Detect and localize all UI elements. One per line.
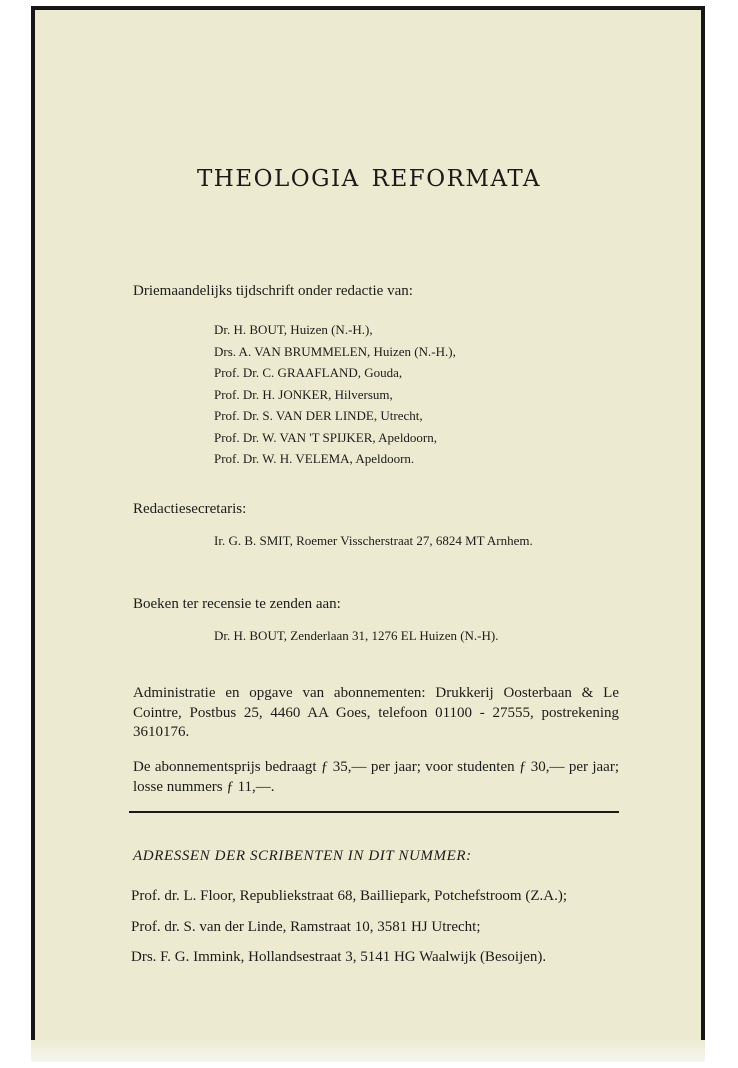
editor-item: Drs. A. VAN BRUMMELEN, Huizen (N.-H.), xyxy=(214,343,456,359)
secretary-address: Ir. G. B. SMIT, Roemer Visscherstraat 27, 6824 MT Arnhem. xyxy=(214,533,533,548)
administration-text: Administratie en opgave van abonnementen: Drukkerij Oosterbaan & Le Cointre, Postbus 25, 4460 AA Goes, telefoon 01100 - 27555, postrekening 3610176. xyxy=(133,685,619,740)
editor-item: Prof. Dr. W. H. VELEMA, Apeldoorn. xyxy=(214,451,415,466)
editor-item: Prof. Dr. W. VAN 'T SPIJKER, Apeldoorn, xyxy=(214,429,438,445)
journal-title: theologia reformata xyxy=(196,155,542,194)
author-address: Prof. dr. L. Floor, Republiekstraat 68, Bailliepark, Potchefstroom (Z.A.); xyxy=(131,888,567,904)
author-address: Prof. dr. S. van der Linde, Ramstraat 10, 3581 HJ Utrecht; xyxy=(131,919,481,935)
editor-item: Prof. Dr. S. VAN DER LINDE, Utrecht, xyxy=(214,408,423,423)
page-bottom-edge xyxy=(31,1040,705,1062)
editor-list xyxy=(214,319,456,470)
authors-heading: ADRESSEN DER SCRIBENTEN IN DIT NUMMER: xyxy=(133,848,472,864)
secretaries-label: Redactiesecretaris: xyxy=(133,501,247,517)
divider xyxy=(129,811,619,813)
editor-item: Dr. H. BOUT, Huizen (N.-H.), xyxy=(214,322,373,337)
editor-item: Prof. Dr. C. GRAAFLAND, Gouda, xyxy=(214,365,403,380)
editorial-intro: Driemaandelijks tijdschrift onder redactie van: xyxy=(133,283,413,299)
reviews-address: Dr. H. BOUT, Zenderlaan 31, 1276 EL Huizen (N.-H). xyxy=(214,628,499,643)
subscription-price: De abonnementsprijs bedraagt ƒ 35,— per jaar; voor studenten ƒ 30,— per jaar; losse nummers ƒ 11,—. xyxy=(133,759,619,795)
author-address: Drs. F. G. Immink, Hollandsestraat 3, 5141 HG Waalwijk (Besoijen). xyxy=(131,949,547,965)
editor-item: Prof. Dr. H. JONKER, Hilversum, xyxy=(214,386,393,402)
reviews-label: Boeken ter recensie te zenden aan: xyxy=(133,596,341,612)
